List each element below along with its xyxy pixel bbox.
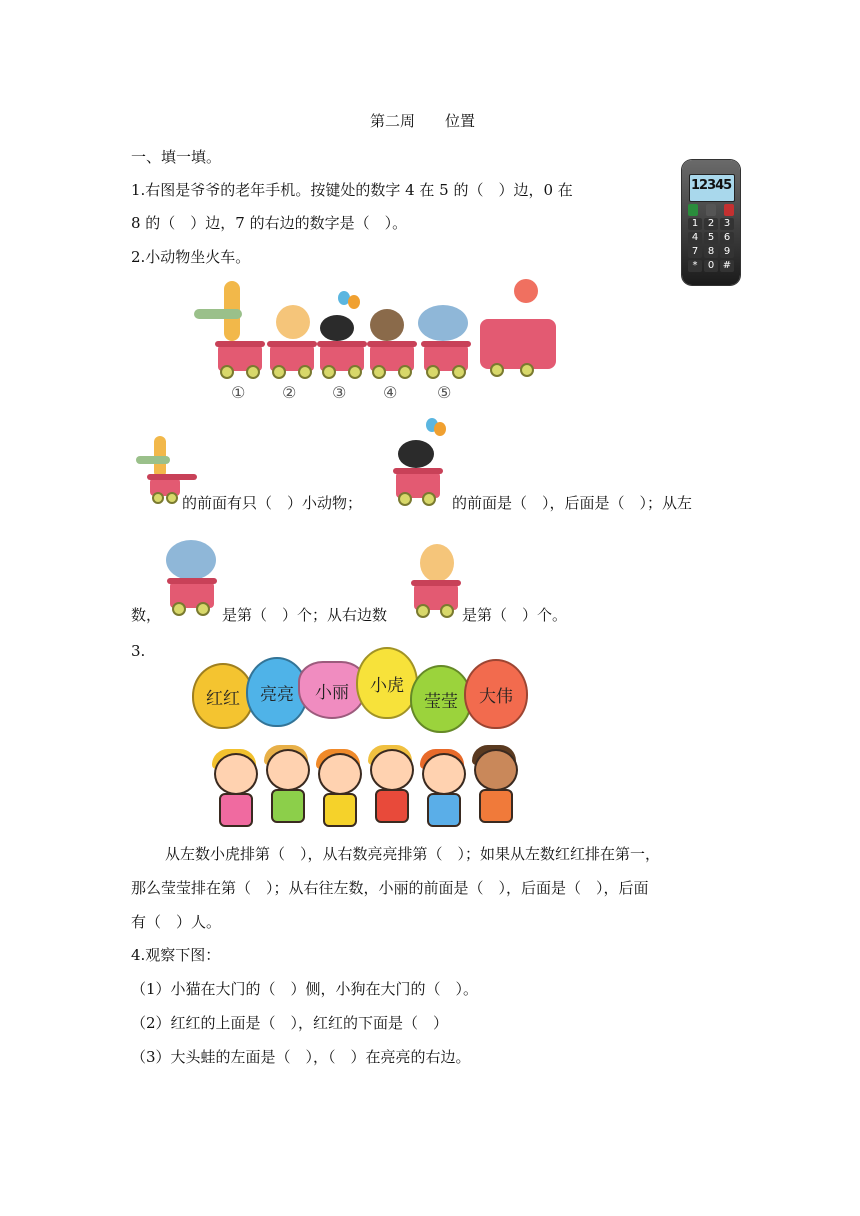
- wheel: [272, 365, 286, 379]
- phone-nav-keys: [688, 204, 734, 216]
- cart-label: ①: [231, 383, 246, 402]
- wheel: [196, 602, 210, 616]
- q4-item-1: （1）小猫在大门的（ ）侧，小狗在大门的（ ）。: [131, 980, 479, 998]
- phone-key: *: [688, 260, 702, 272]
- wheel: [440, 604, 454, 618]
- wheel: [372, 365, 386, 379]
- balloon-xiaoli: 小丽: [298, 661, 366, 719]
- q2-row2-text3: 是第（ ）个。: [462, 606, 568, 624]
- phone-key: 6: [720, 232, 734, 244]
- wheel: [416, 604, 430, 618]
- q3-line1: 从左数小虎排第（ ），从右数亮亮排第（ ）；如果从左数红红排在第一，: [165, 845, 661, 863]
- elephant-icon: [166, 540, 216, 580]
- wheel: [426, 365, 440, 379]
- q2-row1-text2: 的前面是（ ），后面是（ ）；从左: [452, 494, 693, 512]
- wheel: [520, 363, 534, 377]
- page-title: 第二周 位置: [370, 112, 476, 130]
- balloon-honghong: 红红: [192, 663, 254, 729]
- phone-image: [682, 160, 740, 285]
- cart-label: ③: [332, 383, 347, 402]
- q1-line2: 8 的（ ）边，7 的右边的数字是（ ）。: [131, 214, 408, 232]
- wheel: [172, 602, 186, 616]
- q4-title: 4.观察下图：: [131, 946, 221, 964]
- phone-key: 4: [688, 232, 702, 244]
- monkey-icon: [370, 309, 404, 341]
- black-cat-icon: [320, 315, 354, 341]
- black-cat-icon: [398, 440, 434, 468]
- balloon-xiaohu: 小虎: [356, 647, 418, 719]
- wheel: [490, 363, 504, 377]
- phone-key: 2: [704, 218, 718, 230]
- cart-label: ④: [383, 383, 398, 402]
- flower-icon: [514, 279, 538, 303]
- wheel: [452, 365, 466, 379]
- balloon-icon: [434, 422, 446, 436]
- elephant-cart-image: [162, 530, 222, 618]
- wheel: [348, 365, 362, 379]
- cart-label: ②: [282, 383, 297, 402]
- wheel: [398, 492, 412, 506]
- phone-key: 1: [688, 218, 702, 230]
- wheel: [322, 365, 336, 379]
- q2-row2-text2: 是第（ ）个；从右边数: [222, 606, 388, 624]
- phone-key: 5: [704, 232, 718, 244]
- wheel: [152, 492, 164, 504]
- scarf-icon: [194, 309, 242, 319]
- cat-icon: [276, 305, 310, 339]
- phone-key: 7: [688, 246, 702, 258]
- phone-key: 0: [704, 260, 718, 272]
- cat-icon: [420, 544, 454, 582]
- phone-keypad: [688, 218, 734, 272]
- wheel: [422, 492, 436, 506]
- phone-key: #: [720, 260, 734, 272]
- train-illustration: [180, 275, 570, 405]
- black-cat-cart-image: [390, 418, 450, 508]
- q4-item-3: （3）大头蛙的左面是（ ），（ ）在亮亮的右边。: [131, 1048, 471, 1066]
- balloon-yingying: 莹莹: [410, 665, 472, 733]
- phone-screen: [689, 174, 735, 202]
- balloon-icon: [348, 295, 360, 309]
- phone-key: 3: [720, 218, 734, 230]
- phone-screen-text: 12345: [691, 178, 732, 193]
- kids-balloons-illustration: [186, 645, 542, 830]
- q4-item-2: （2）红红的上面是（ ），红红的下面是（ ）: [131, 1014, 449, 1032]
- wheel: [220, 365, 234, 379]
- cat-cart-image: [410, 540, 462, 620]
- phone-key: 8: [704, 246, 718, 258]
- wheel: [246, 365, 260, 379]
- giraffe-cart-image: [136, 432, 180, 508]
- q2-row1-text1: 的前面有只（ ）小动物；: [182, 494, 363, 512]
- train-engine: [480, 319, 556, 369]
- phone-key: 9: [720, 246, 734, 258]
- wheel: [398, 365, 412, 379]
- wheel: [298, 365, 312, 379]
- balloon-liangliang: 亮亮: [246, 657, 308, 727]
- cart-label: ⑤: [437, 383, 452, 402]
- q2-row2-text1: 数，: [131, 606, 162, 624]
- scarf-icon: [136, 456, 170, 464]
- q1-line1: 1.右图是爷爷的老年手机。按键处的数字 4 在 5 的（ ）边，0 在: [131, 181, 573, 199]
- q3-line2: 那么莹莹排在第（ ）；从右往左数，小丽的前面是（ ），后面是（ ），后面: [131, 879, 649, 897]
- wheel: [166, 492, 178, 504]
- elephant-icon: [418, 305, 468, 341]
- q3-line3: 有（ ）人。: [131, 913, 222, 931]
- q3-number: 3.: [131, 642, 146, 660]
- q2-title: 2.小动物坐火车。: [131, 248, 251, 266]
- section-heading: 一、填一填。: [131, 148, 222, 166]
- balloon-dawei: 大伟: [464, 659, 528, 729]
